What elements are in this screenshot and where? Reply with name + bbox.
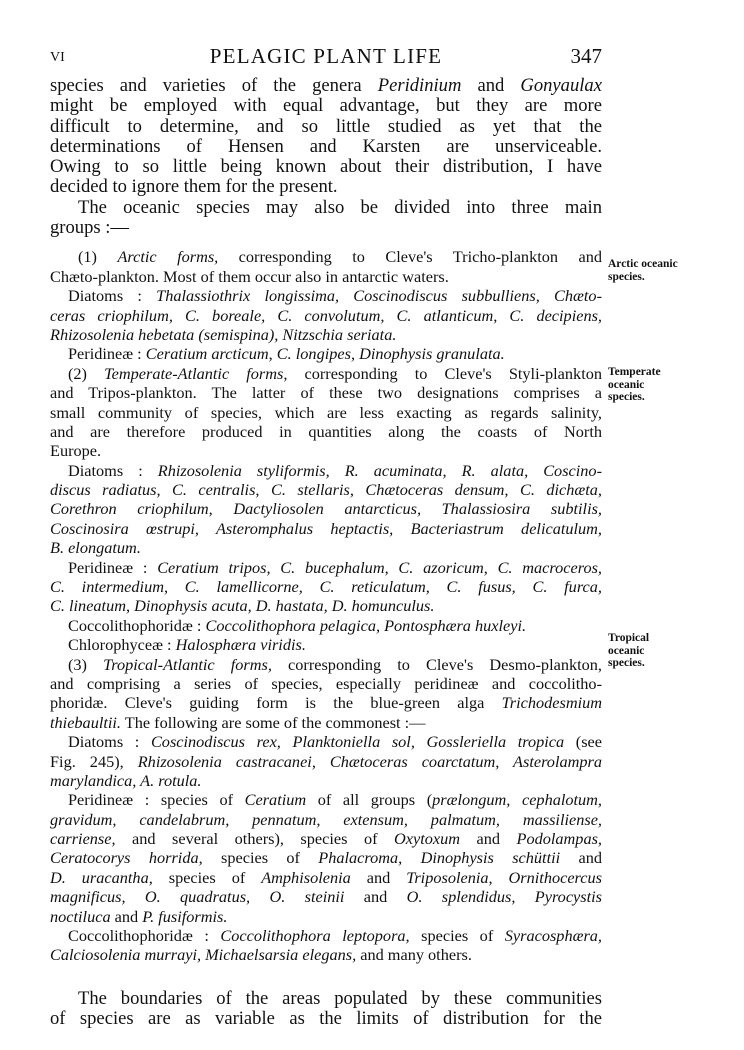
text-line: noctiluca and P. fusiformis. [50, 906, 228, 926]
text-line: C. lineatum, Dinophysis acuta, D. hastata, D. homunculus. [50, 596, 435, 616]
running-header [50, 44, 602, 70]
text-line: Chæto-plankton. Most of them occur also in antarctic waters. [50, 266, 449, 286]
text-line: and Tripos-plankton. The latter of these two designations comprises a [50, 383, 602, 403]
text-line: Diatoms : Coscinodiscus rex, Planktoniella sol, Gossleriella tropica (see [68, 732, 602, 752]
text-line: Ceratocorys horrida, species of Phalacroma, Dinophysis schüttii and [50, 848, 602, 868]
text-line: B. elongatum. [50, 538, 141, 558]
page-number: 347 [570, 44, 602, 68]
text-line: Coscinosira œstrupi, Asteromphalus heptactis, Bacteriastrum delicatulum, [50, 518, 602, 538]
text-line: decided to ignore them for the present. [50, 177, 338, 198]
text-line: The oceanic species may also be divided into three main [78, 197, 602, 218]
text-line: small community of species, which are less exacting as regards salinity, [50, 402, 602, 422]
text-line: Peridineæ : species of Ceratium of all groups (prælongum, cephalotum, [68, 790, 602, 810]
text-line: (3) Tropical-Atlantic forms, corresponding to Cleve's Desmo-plankton, [68, 654, 602, 674]
text-line: gravidum, candelabrum, pennatum, extensum, palmatum, massiliense, [50, 809, 602, 829]
text-line: Peridineæ : Ceratium arcticum, C. longipes, Dinophysis granulata. [68, 344, 505, 364]
text-line: groups :— [50, 218, 130, 239]
paragraph-boundaries [50, 989, 602, 1030]
text-line: Coccolithophoridæ : Coccolithophora pelagica, Pontosphæra huxleyi. [68, 615, 527, 635]
text-line: of species are as variable as the limits of distribution for the [50, 1009, 602, 1030]
text-line: Calciosolenia murrayi, Michaelsarsia elegans, and many others. [50, 945, 472, 965]
text-line: magnificus, O. quadratus, O. steinii and O. splendidus, Pyrocystis [50, 887, 602, 907]
margin-note-tropical: Tropical oceanic species. [608, 632, 650, 669]
text-line: (2) Temperate-Atlantic forms, corresponding to Cleve's Styli-plankton [68, 363, 602, 383]
text-line: and are therefore produced in quantities along the coasts of North [50, 421, 602, 441]
section-temperate [50, 364, 602, 655]
text-line: Owing to so little being known about their distribution, I have [50, 157, 602, 178]
running-title: PELAGIC PLANT LIFE [209, 44, 443, 68]
text-line: and comprising a series of species, especially peridineæ and coccolitho- [50, 673, 602, 693]
text-line: might be employed with equal advantage, but they are more [50, 96, 602, 117]
text-line: (1) Arctic forms, corresponding to Cleve's Tricho-plankton and [78, 247, 602, 267]
body-text [50, 76, 602, 1029]
text-line: Diatoms : Thalassiothrix longissima, Coscinodiscus subbulliens, Chæto- [68, 286, 602, 306]
text-line: determinations of Hensen and Karsten are unserviceable. [50, 136, 602, 157]
text-line: Peridineæ : Ceratium tripos, C. bucephalum, C. azoricum, C. macroceros, [68, 557, 602, 577]
text-line: Europe. [50, 441, 102, 461]
text-line: carriense, and several others), species of Oxytoxum and Podolampas, [50, 829, 602, 849]
text-line: Corethron criophilum, Dactyliosolen antarcticus, Thalassiosira subtilis, [50, 499, 602, 519]
text-line: Rhizosolenia hebetata (semispina), Nitzschia seriata. [50, 324, 397, 344]
chapter-number: VI [50, 50, 65, 65]
text-line: Coccolithophoridæ : Coccolithophora leptopora, species of Syracosphæra, [68, 926, 602, 946]
text-line: Fig. 245), Rhizosolenia castracanei, Chætoceras coarctatum, Asterolampra [50, 751, 602, 771]
text-line: The boundaries of the areas populated by these communities [78, 988, 602, 1009]
paragraph-groups [50, 198, 602, 239]
text-line: Chlorophyceæ : Halosphæra viridis. [68, 635, 306, 655]
section-tropical [50, 655, 602, 965]
text-line: phoridæ. Cleve's guiding form is the blue-green alga Trichodesmium [50, 693, 602, 713]
text-line: thiebaultii. The following are some of the commonest :— [50, 712, 426, 732]
text-line: C. intermedium, C. lamellicorne, C. reticulatum, C. fusus, C. furca, [50, 577, 602, 597]
text-line: difficult to determine, and so little studied as yet that the [50, 116, 602, 137]
text-line: D. uracantha, species of Amphisolenia and Triposolenia, Ornithocercus [50, 867, 602, 887]
text-line: species and varieties of the genera Peridinium and Gonyaulax [50, 76, 602, 96]
text-line: discus radiatus, C. centralis, C. stellaris, Chætoceras densum, C. dichæta, [50, 480, 602, 500]
margin-note-arctic: Arctic oceanic species. [608, 258, 678, 283]
section-arctic [50, 247, 602, 363]
text-line: marylandica, A. rotula. [50, 770, 202, 790]
paragraph-genera [50, 76, 602, 198]
text-line: Diatoms : Rhizosolenia styliformis, R. acuminata, R. alata, Coscino- [68, 460, 602, 480]
margin-note-temperate: Temperate oceanic species. [608, 366, 661, 403]
text-line: ceras criophilum, C. boreale, C. convolutum, C. atlanticum, C. decipiens, [50, 305, 602, 325]
